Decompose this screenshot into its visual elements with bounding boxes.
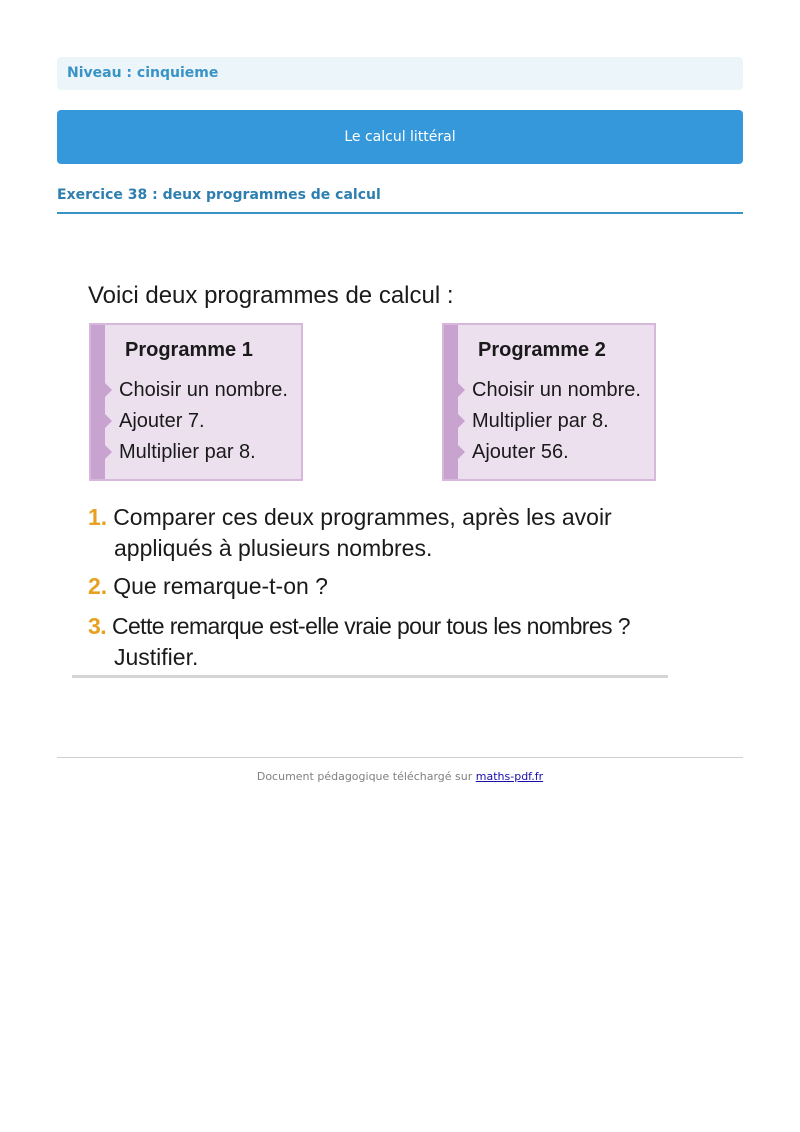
exercise-intro: Voici deux programmes de calcul : [88,282,454,309]
question-2 [88,573,328,600]
program-1-step: Multiplier par 8. [119,441,256,463]
question-1 [88,504,612,531]
question-number: 2. [88,573,108,599]
question-text: Que remarque-t-on ? [113,573,328,599]
program-1-step: Choisir un nombre. [119,379,288,401]
program-1-stripe [91,325,105,479]
question-1-continued: appliqués à plusieurs nombres. [114,535,433,561]
program-1-step: Ajouter 7. [119,410,205,432]
step-arrow-icon [105,445,112,459]
question-number: 3. [88,613,106,639]
program-2-step: Ajouter 56. [472,441,569,463]
question-text: Comparer ces deux programmes, après les avoir [113,504,612,530]
exercise-image [72,270,668,678]
question-text: Cette remarque est-elle vraie pour tous les nombres ? [111,613,630,639]
program-2-step: Choisir un nombre. [472,379,641,401]
step-arrow-icon [105,414,112,428]
exercise-title: Exercice 38 : deux programmes de calcul [57,185,743,214]
program-2-stripe [444,325,458,479]
footer [57,770,743,783]
step-arrow-icon [458,445,465,459]
image-divider [72,675,668,678]
program-1-box [89,323,303,481]
question-3-continued: Justifier. [114,644,199,670]
program-2-title: Programme 2 [478,339,606,361]
footer-divider [57,757,743,758]
step-arrow-icon [458,383,465,397]
chapter-title: Le calcul littéral [57,110,743,164]
program-2-step: Multiplier par 8. [472,410,609,432]
footer-link[interactable]: maths-pdf.fr [475,770,544,783]
step-arrow-icon [105,383,112,397]
question-number: 1. [88,504,108,530]
footer-text: Document pédagogique téléchargé sur [256,770,473,783]
program-1-title: Programme 1 [125,339,253,361]
level-label: Niveau : cinquieme [57,57,743,90]
question-3 [88,613,630,640]
step-arrow-icon [458,414,465,428]
program-2-box [442,323,656,481]
